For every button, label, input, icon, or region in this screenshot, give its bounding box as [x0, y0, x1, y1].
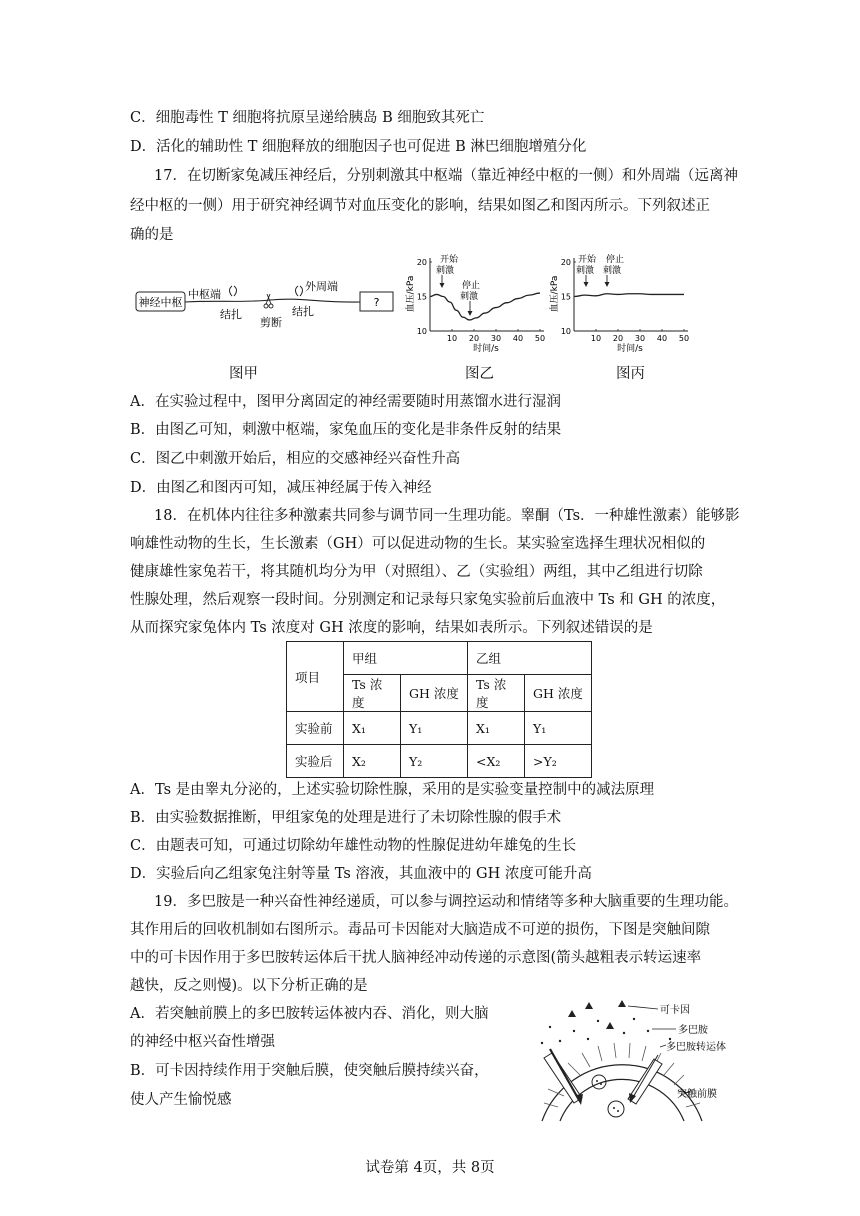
cocaine-label: 可卡因 [660, 1005, 690, 1016]
option-d-q18: D．实验后向乙组家兔注射等量 Ts 溶液，其血液中的 GH 浓度可能升高 [130, 866, 592, 882]
x-tick-label-bing: 20 [612, 334, 624, 343]
option-c-q17: C．图乙中刺激开始后，相应的交感神经兴奋性升高 [130, 451, 461, 467]
question-19-line-1: 19．多巴胺是一种兴奋性神经递质，可以参与调控运动和情绪等多种大脑重要的生理功能。 [154, 894, 738, 910]
option-a-q18: A．Ts 是由睾丸分泌的，上述实验切除性腺，采用的是实验变量控制中的减法原理 [130, 782, 655, 798]
option-a-q17: A．在实验过程中，图甲分离固定的神经需要随时用蒸馏水进行湿润 [130, 394, 561, 410]
ligation-left-label: 结扎 [220, 308, 242, 321]
table-header-ts-yi: Ts 浓度 [468, 675, 525, 712]
option-a-q19-line-1: A．若突触前膜上的多巴胺转运体被内吞、消化，则大脑 [130, 1006, 489, 1022]
question-18-line-4: 性腺处理，然后观察一段时间。分别测定和记录每只家兔实验前后血液中 Ts 和 GH 的浓度， [130, 592, 726, 608]
x-tick-label-yi: 10 [446, 334, 458, 343]
table-cell: >Y₂ [525, 745, 592, 778]
question-17-line-2: 经中枢的一侧）用于研究神经调节对血压变化的影响，结果如图乙和图丙所示。下列叙述正 [130, 198, 710, 214]
option-d-q16: D．活化的辅助性 T 细胞释放的细胞因子也可促进 B 淋巴细胞增殖分化 [130, 139, 587, 155]
table-header-gh-yi: GH 浓度 [525, 675, 592, 712]
y-tick-label-bing: 15 [560, 292, 571, 302]
synapse-diagram [530, 993, 740, 1128]
start-label-bing: 开始 [578, 255, 597, 265]
cocaine-triangle-icon [618, 1000, 626, 1007]
unknown-box: ? [373, 296, 380, 309]
ligation-right-label: 结扎 [292, 305, 314, 318]
option-b-q19-line-1: B．可卡因持续作用于突触后膜，使突触后膜持续兴奋， [130, 1063, 489, 1079]
table-row [287, 745, 592, 778]
x-tick-label-bing: 50 [678, 334, 690, 343]
question-18-line-2: 响雄性动物的生长，生长激素（GH）可以促进动物的生长。某实验室选择生理状况相似的 [130, 536, 706, 552]
y-tick-label-yi: 20 [416, 258, 427, 267]
cocaine-triangle-icon [568, 1010, 576, 1017]
series-line-bing [574, 294, 684, 297]
table-cell: X₂ [344, 745, 401, 778]
table-header-gh-jia: GH 浓度 [401, 675, 468, 712]
option-b-q19-line-2: 使人产生愉悦感 [130, 1092, 232, 1108]
option-d-q17: D．由图乙和图丙可知，减压神经属于传入神经 [130, 480, 432, 496]
option-c-q18: C．由题表可知，可通过切除幼年雄性动物的性腺促进幼年雄兔的生长 [130, 838, 577, 854]
table-cell: Y₁ [525, 712, 592, 745]
start-label-bing-2: 刺激 [576, 266, 595, 276]
transporter-right [628, 1055, 662, 1104]
question-17-line-1: 17．在切断家兔减压神经后，分别刺激其中枢端（靠近神经中枢的一侧）和外周端（远离神 [154, 168, 738, 184]
question-19-line-4: 越快，反之则慢)。以下分析正确的是 [130, 978, 368, 994]
caption-yi: 图乙 [465, 366, 494, 382]
question-19-line-2: 其作用后的回收机制如右图所示。毒品可卡因能对大脑造成不可逆的损伤，下图是突触间隙 [130, 922, 710, 938]
central-end-label: 中枢端 [188, 288, 221, 301]
caption-bing: 图丙 [616, 366, 645, 382]
caption-jia: 图甲 [229, 366, 258, 382]
ylabel-bing: 血压/kPa [550, 275, 560, 313]
x-tick-label-bing: 40 [656, 334, 668, 343]
option-b-q18: B．由实验数据推断，甲组家兔的处理是进行了未切除性腺的假手术 [130, 810, 562, 826]
row-label-before: 实验前 [287, 712, 344, 745]
series-line-yi [430, 293, 540, 320]
y-tick-label-yi: 10 [416, 327, 427, 336]
start-label-yi-2: 刺激 [436, 266, 455, 276]
chart-yi [404, 248, 549, 358]
x-tick-label-bing: 10 [590, 334, 602, 343]
table-row [287, 712, 592, 745]
question-17-line-3: 确的是 [130, 227, 174, 243]
option-b-q17: B．由图乙可知，刺激中枢端，家兔血压的变化是非条件反射的结果 [130, 422, 562, 438]
transporter-label: 多巴胺转运体 [666, 1042, 726, 1053]
table-header-item: 项目 [287, 642, 344, 712]
table-cell: Y₁ [401, 712, 468, 745]
xlabel-yi: 时间/s [473, 344, 499, 354]
cocaine-triangle-icon [606, 1022, 614, 1029]
table-cell: Y₂ [401, 745, 468, 778]
stop-label-yi: 停止 [462, 281, 481, 291]
option-a-q19-line-2: 的神经中枢兴奋性增强 [130, 1034, 275, 1050]
chart-bing [548, 248, 693, 358]
table-header-ts-jia: Ts 浓度 [344, 675, 401, 712]
xlabel-bing: 时间/s [617, 344, 643, 354]
option-c-q16: C．细胞毒性 T 细胞将抗原呈递给胰岛 B 细胞致其死亡 [130, 110, 485, 126]
table-cell: X₁ [468, 712, 525, 745]
stop-label-yi-2: 刺激 [460, 292, 479, 302]
y-tick-label-yi: 15 [416, 292, 427, 302]
x-tick-label-yi: 20 [468, 334, 480, 343]
cocaine-triangle-icon [585, 1002, 593, 1009]
y-tick-label-bing: 20 [560, 258, 571, 267]
table-cell: <X₂ [468, 745, 525, 778]
presynaptic-label: 突触前膜 [677, 1089, 717, 1100]
table-header-group-yi: 乙组 [468, 642, 592, 675]
x-tick-label-yi: 50 [534, 334, 546, 343]
data-table [286, 641, 592, 778]
stop-label-bing: 停止 [606, 255, 625, 265]
scissors-icon [264, 294, 273, 308]
nerve-center-box: 神经中枢 [138, 296, 183, 309]
x-tick-label-yi: 30 [490, 334, 502, 343]
question-18-line-1: 18．在机体内往往多种激素共同参与调节同一生理功能。睾酮（Ts．一种雄性激素）能够影 [154, 508, 740, 524]
start-label-yi: 开始 [440, 255, 459, 265]
question-18-line-5: 从而探究家兔体内 Ts 浓度对 GH 浓度的影响，结果如表所示。下列叙述错误的是 [130, 620, 653, 636]
row-label-after: 实验后 [287, 745, 344, 778]
question-19-line-3: 中的可卡因作用于多巴胺转运体后干扰人脑神经冲动传递的示意图(箭头越粗表示转运速率 [130, 950, 702, 966]
x-tick-label-yi: 40 [512, 334, 524, 343]
x-tick-label-bing: 30 [634, 334, 646, 343]
ylabel-yi: 血压/kPa [406, 275, 416, 313]
table-header-group-jia: 甲组 [344, 642, 468, 675]
cut-label: 剪断 [260, 316, 282, 329]
stop-label-bing-2: 刺激 [603, 266, 622, 276]
figure-jia [130, 270, 400, 340]
y-tick-label-bing: 10 [560, 327, 571, 336]
page-footer: 试卷第 4页，共 8页 [365, 1160, 495, 1176]
table-cell: X₁ [344, 712, 401, 745]
dopamine-label: 多巴胺 [678, 1025, 708, 1036]
question-18-line-3: 健康雄性家兔若干，将其随机均分为甲（对照组）、乙（实验组）两组，其中乙组进行切除 [130, 564, 703, 580]
peripheral-end-label: 外周端 [305, 280, 338, 293]
